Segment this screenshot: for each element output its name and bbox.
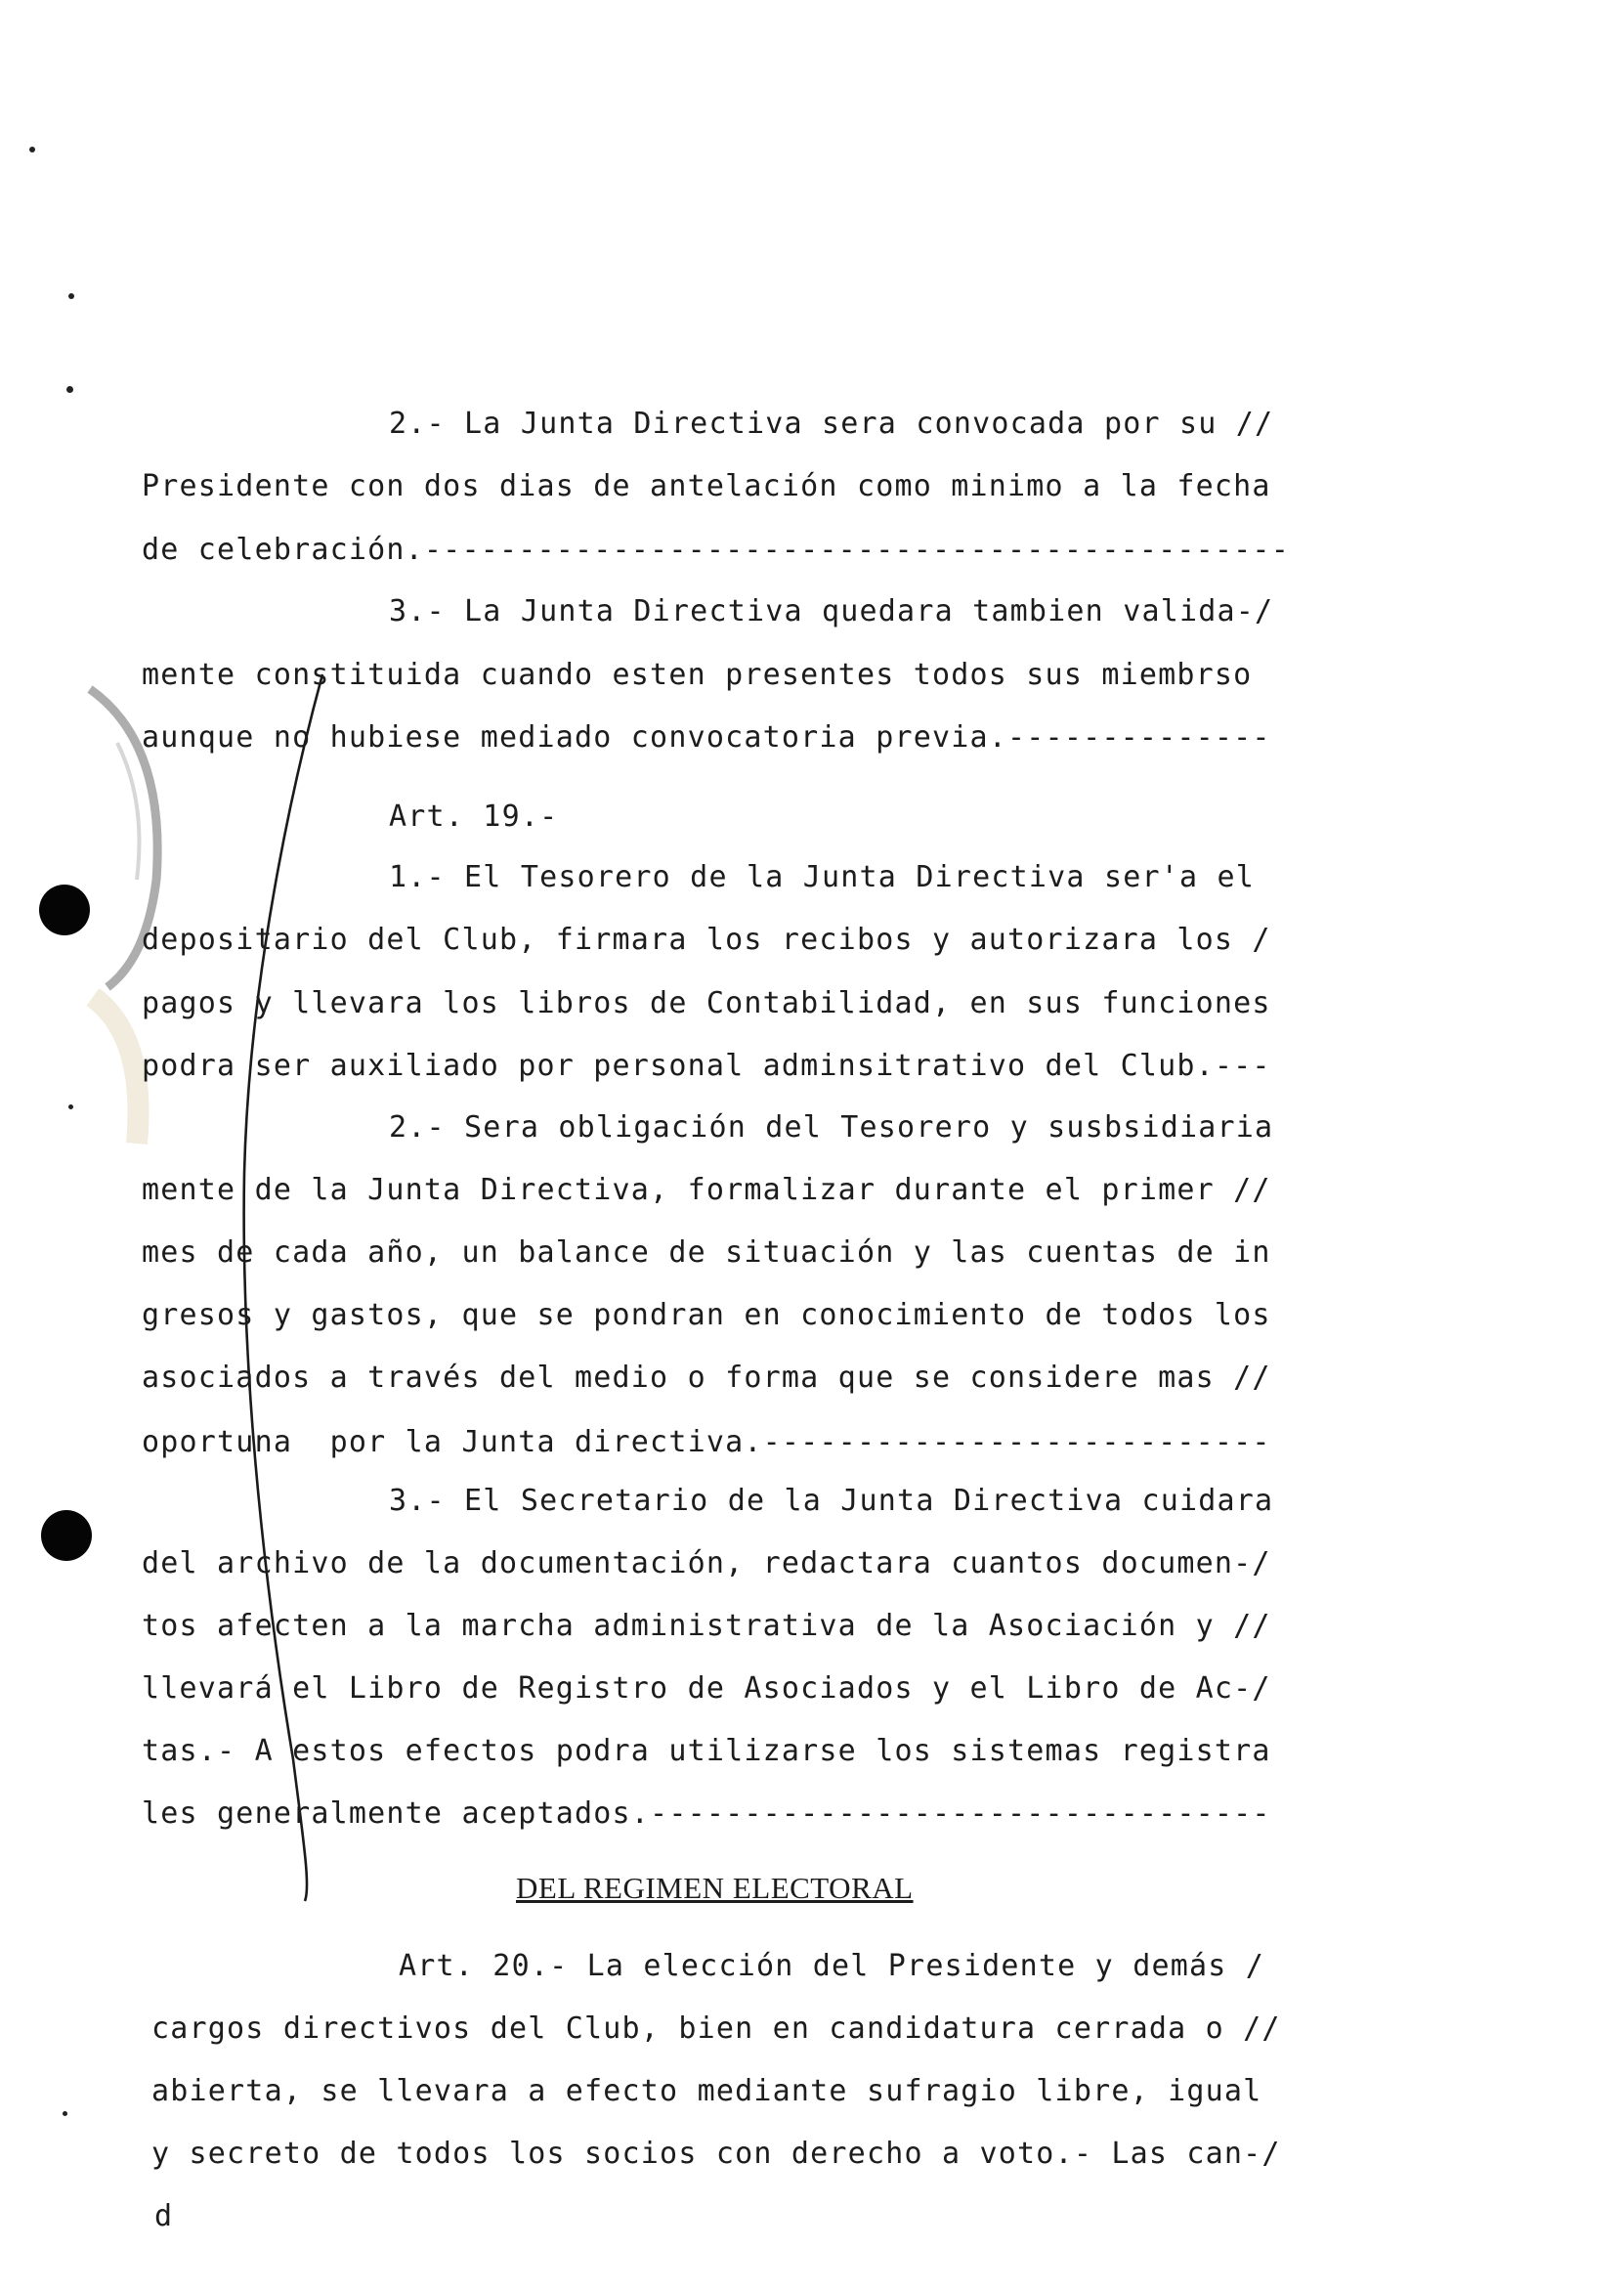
text-line: pagos y llevara los libros de Contabilidad, en sus funciones — [142, 986, 1271, 1020]
punch-hole-bottom — [41, 1510, 92, 1561]
text-line: tas.- A estos efectos podra utilizarse los sistemas registra — [142, 1734, 1271, 1768]
text-line: 3.- El Secretario de la Junta Directiva cuidara — [389, 1484, 1274, 1518]
stamp-faint-ring — [93, 997, 139, 1144]
text-line: 2.- Sera obligación del Tesorero y susbsidiaria — [389, 1110, 1274, 1145]
text-line: cargos directivos del Club, bien en candidatura cerrada o // — [151, 2011, 1281, 2046]
text-line: 1.- El Tesorero de la Junta Directiva ser'a el — [389, 860, 1256, 894]
punch-hole-top — [39, 885, 90, 935]
pen-line — [244, 674, 322, 1901]
text-line: abierta, se llevara a efecto mediante sufragio libre, igual — [151, 2074, 1262, 2108]
text-line: depositario del Club, firmara los recibos y autorizara los / — [142, 923, 1271, 957]
text-line: Art. 20.- La elección del Presidente y demás / — [399, 1949, 1265, 1983]
section-heading: DEL REGIMEN ELECTORAL — [516, 1871, 914, 1905]
text-line: gresos y gastos, que se pondran en conocimiento de todos los — [142, 1298, 1271, 1332]
text-line: podra ser auxiliado por personal adminsitrativo del Club.--- — [142, 1049, 1271, 1083]
speck — [66, 386, 73, 393]
speck — [29, 147, 35, 152]
text-line: Presidente con dos dias de antelación como minimo a la fecha — [142, 469, 1271, 503]
text-line: les generalmente aceptados.--------------------------------- — [142, 1796, 1271, 1831]
text-line: y secreto de todos los socios con derecho a voto.- Las can-/ — [151, 2137, 1281, 2171]
text-line: de celebración.---------------------------------------------- — [142, 533, 1290, 567]
text-line: mente de la Junta Directiva, formalizar durante el primer // — [142, 1173, 1271, 1207]
text-line: oportuna por la Junta directiva.--------------------------- — [142, 1425, 1271, 1459]
text-line: 2.- La Junta Directiva sera convocada por su // — [389, 407, 1274, 441]
text-line: asociados a través del medio o forma que se considere mas // — [142, 1361, 1271, 1395]
speck — [68, 293, 74, 299]
text-line: d — [154, 2199, 174, 2233]
article-heading: Art. 19.- — [389, 800, 559, 834]
speck — [68, 1104, 73, 1109]
text-line: tos afecten a la marcha administrativa de la Asociación y // — [142, 1609, 1271, 1643]
text-line: del archivo de la documentación, redactara cuantos documen-/ — [142, 1546, 1271, 1580]
text-line: 3.- La Junta Directiva quedara tambien valida-/ — [389, 594, 1274, 628]
text-line: llevará el Libro de Registro de Asociados y el Libro de Ac-/ — [142, 1671, 1271, 1706]
speck — [63, 2111, 67, 2116]
text-line: mente constituida cuando esten presentes todos sus miembrso — [142, 658, 1253, 692]
text-line: mes de cada año, un balance de situación y las cuentas de in — [142, 1235, 1271, 1270]
stamp-arc-inner — [117, 743, 140, 880]
text-line: aunque no hubiese mediado convocatoria previa.-------------- — [142, 720, 1271, 755]
